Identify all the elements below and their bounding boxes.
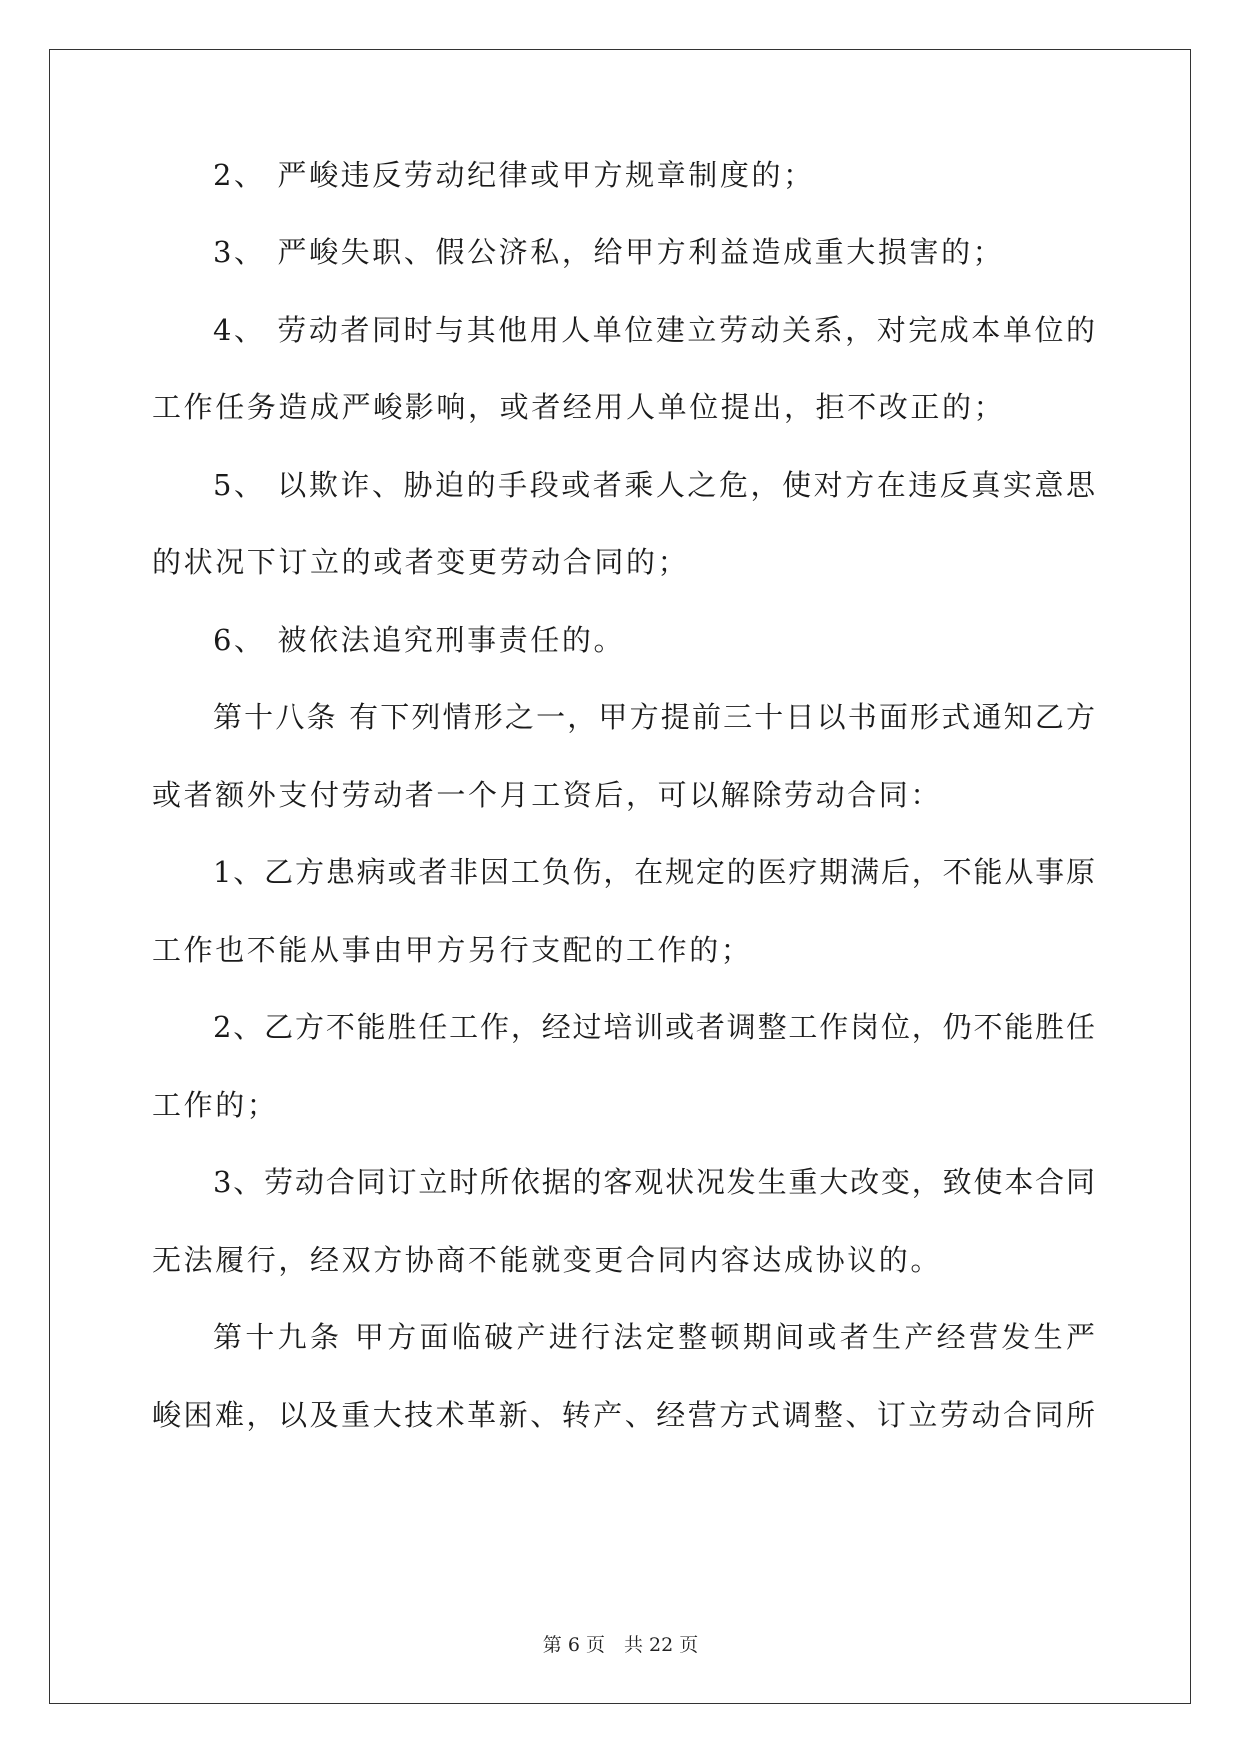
text-line: 2、乙方不能胜任工作，经过培训或者调整工作岗位，仍不能胜任 <box>213 1010 1095 1044</box>
text-line: 4、 劳动者同时与其他用人单位建立劳动关系，对完成本单位的 <box>213 313 1095 347</box>
text-line: 工作也不能从事由甲方另行支配的工作的； <box>152 933 753 967</box>
text-line: 5、 以欺诈、胁迫的手段或者乘人之危，使对方在违反真实意思 <box>213 468 1095 502</box>
text-line: 峻困难，以及重大技术革新、转产、经营方式调整、订立劳动合同所 <box>152 1398 1095 1432</box>
text-line: 无法履行，经双方协商不能就变更合同内容达成协议的。 <box>152 1243 943 1277</box>
text-line: 3、劳动合同订立时所依据的客观状况发生重大改变，致使本合同 <box>213 1165 1095 1199</box>
text-line: 3、 严峻失职、假公济私，给甲方利益造成重大损害的； <box>213 235 1005 269</box>
text-line: 工作的； <box>152 1088 279 1122</box>
text-line: 工作任务造成严峻影响，或者经用人单位提出，拒不改正的； <box>152 390 1006 424</box>
text-line: 第十八条 有下列情形之一，甲方提前三十日以书面形式通知乙方 <box>213 700 1095 734</box>
text-line: 1、乙方患病或者非因工负伤，在规定的医疗期满后，不能从事原 <box>213 855 1095 889</box>
text-line: 或者额外支付劳动者一个月工资后，可以解除劳动合同： <box>152 778 943 812</box>
text-line: 第十九条 甲方面临破产进行法定整顿期间或者生产经营发生严 <box>213 1320 1095 1354</box>
page-number-label: 第 6 页 共 22 页 <box>542 1634 699 1656</box>
text-line: 的状况下订立的或者变更劳动合同的； <box>152 545 690 579</box>
text-line: 6、 被依法追究刑事责任的。 <box>213 623 626 657</box>
text-line: 2、 严峻违反劳动纪律或甲方规章制度的； <box>213 158 815 192</box>
page-footer <box>0 1633 1241 1657</box>
